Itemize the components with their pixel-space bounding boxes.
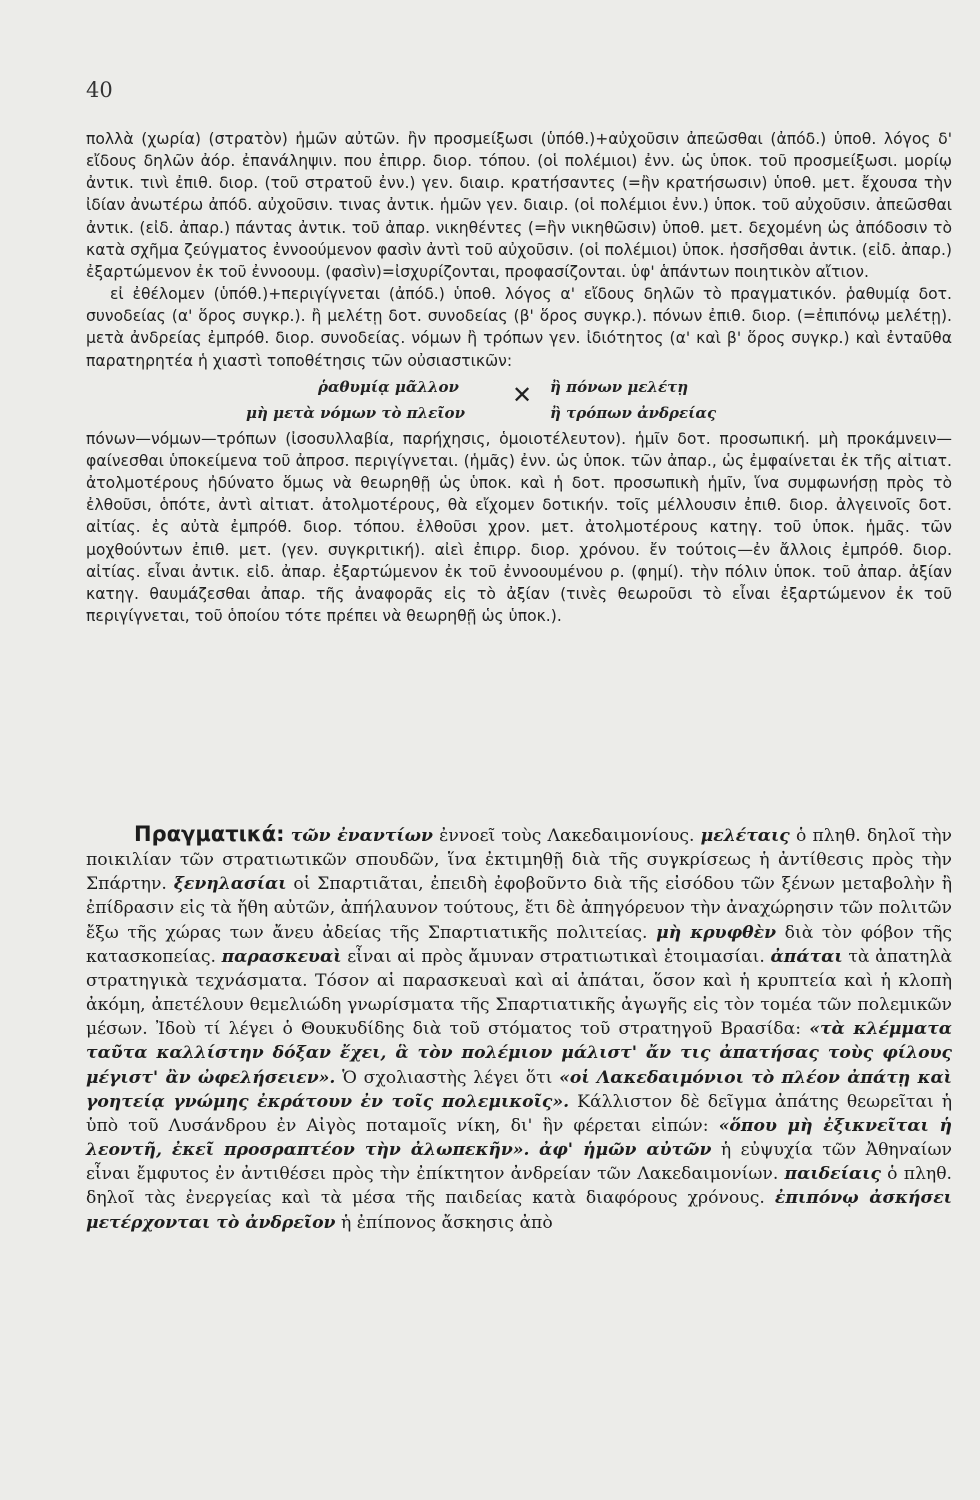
lemma: παρασκευαὶ (221, 946, 342, 967)
explanation: εἶναι αἱ πρὸς ἄμυναν στρατιωτικαὶ ἑτοιμασίαι. (347, 946, 765, 967)
commentary-paragraph-2: εἰ ἐθέλομεν (ὑπόθ.)+περιγίγνεται (ἀπόδ.) ὑποθ. λόγος α' εἴδους δηλῶν τὸ πραγματικόν. ῥαθυμίᾳ δοτ. συνοδείας (α' ὅρος συγκρ.). ἢ μελέτῃ δοτ. συνοδείας (β' ὅρος συγκρ.). πόνων ἐπιθ. διορ. (=ἐπιπόνῳ μελέτῃ). μετὰ ἀνδρείας ἐμπρόθ. διορ. συνοδείας. νόμων ἢ τρόπων γεν. ἰδιότητος (α' καὶ β' ὅρος συγκρ.) καὶ ἐνταῦθα παρατηρητέα ἡ χιαστὶ τοποθέτησις τῶν οὐσιαστικῶν: (86, 285, 952, 370)
lemma: μελέταις (700, 826, 790, 846)
lemma: παιδείαις (784, 1164, 881, 1185)
chiasmus-top-right: ἢ πόνων μελέτῃ (550, 377, 689, 396)
quotation: «τὰ κλέμματα ταῦτα καλλίστην δόξαν ἔχει, ἃ τὸν πολέμιον μάλιστ' ἄν τις ἀπατήσας τοὺς φίλους μέγιστ' ἂν ὠφελήσειεν». (86, 1019, 953, 1088)
explanation: τὰ ἀπατηλὰ στρατηγικὰ τεχνάσματα. Τόσον αἱ παρασκευαὶ καὶ αἱ ἀπάται, ὅσον καὶ ἡ κρυπτεία καὶ ἡ κλοπὴ ἀκόμη, ἀπετέλουν θεμελιώδη γνωρίσματα τῆς Σπαρτιατικῆς ἀγωγῆς εἰς τὸν τομέα τῶν πολεμικῶν μέσων. Ἰδοὺ τί λέγει ὁ Θουκυδίδης διὰ τοῦ στόματος τοῦ στρατηγοῦ Βρασίδα: (86, 946, 952, 1040)
lemma: μὴ κρυφθὲν (656, 922, 776, 943)
explanation: Ὁ σχολιαστὴς λέγει ὅτι (342, 1067, 553, 1088)
lemma: τῶν ἐναντίων (290, 826, 433, 846)
lemma: ξενηλασίαι (173, 874, 287, 895)
section-heading (134, 822, 285, 846)
chiasmus-diagram (86, 376, 952, 426)
chiasmus-top-left: ῥαθυμίᾳ μᾶλλον (318, 377, 459, 396)
section-heading-text: Πραγματικά (134, 822, 277, 846)
section-heading-colon: : (276, 822, 285, 846)
explanation: ἐννοεῖ τοὺς Λακεδαιμονίους. (439, 826, 695, 846)
chiasmus-bottom-right: ἢ τρόπων ἀνδρείας (550, 403, 717, 422)
quotation: «ὅπου μὴ ἐξικνεῖται ἡ λεοντῆ, ἐκεῖ προσραπτέον τὴν ἀλωπεκῆν». (86, 1115, 953, 1161)
chiasmus-cross-icon: ✕ (512, 380, 533, 409)
pragmatika-section (86, 822, 952, 1235)
explanation: ὁ πληθ. δηλοῖ τὴν ποικιλίαν τῶν στρατιωτικῶν σπουδῶν, ἵνα ἐκτιμηθῇ διὰ τῆς συγκρίσεως ἡ ἀντίθεσις πρὸς τὴν Σπάρτην. (86, 826, 952, 895)
page-number: 40 (86, 78, 113, 102)
explanation: διὰ τὸν φόβον τῆς κατασκοπείας. (86, 922, 953, 967)
pragmatika-paragraph (86, 822, 952, 1235)
explanation: οἱ Σπαρτιᾶται, ἐπειδὴ ἐφοβοῦντο διὰ τῆς εἰσόδου τῶν ξένων μεταβολὴν ἢ ἐπίδρασιν εἰς τὰ ἤθη αὐτῶν, ἀπήλαυνον τούτους, ἔτι δὲ ἀπηγόρευον τὴν ἀναχώρησιν τῶν πολιτῶν ἔξω τῆς χώρας των ἄνευ ἀδείας τῆς Σπαρτιατικῆς πολιτείας. (86, 874, 952, 943)
lemma: ἀφ' ἡμῶν αὐτῶν (539, 1140, 712, 1161)
explanation: Κάλλιστον δὲ δεῖγμα ἀπάτης θεωρεῖται ἡ ὑπὸ τοῦ Λυσάνδρου ἐν Αἰγὸς ποταμοῖς νίκη, δι' ἣν φέρεται εἰπών: (86, 1091, 953, 1136)
commentary-paragraph-1: πολλὰ (χωρία) (στρατὸν) ἡμῶν αὐτῶν. ἢν προσμείξωσι (ὑπόθ.)+αὐχοῦσιν ἀπεῶσθαι (ἀπόδ.) ὑποθ. λόγος δ' εἴδους δηλῶν ἀόρ. ἐπανάληψιν. που ἐπιρρ. διορ. τόπου. (οἱ πολέμιοι) ἐνν. ὡς ὑποκ. τοῦ προσμείξωσι. μορίῳ ἀντικ. τινὶ ἐπιθ. διορ. (τοῦ στρατοῦ ἐνν.) γεν. διαιρ. κρατήσαντες (=ἢν κρατήσωσιν) ὑποθ. μετ. ἔχουσα τὴν ἰδίαν ἀνωτέρω ἀπόδ. αὐχοῦσιν. τινας ἀντικ. ἡμῶν γεν. διαιρ. (οἱ πολέμιοι ἐνν.) ὑποκ. τοῦ αὐχοῦσιν. ἀπεῶσθαι ἀντικ. (εἰδ. ἀπαρ.) πάντας ἀντικ. τοῦ ἀπαρ. νικηθέντες (=ἢν νικηθῶσιν) ὑποθ. μετ. δεχομένη ὡς ἀπόδοσιν τὸ κατὰ σχῆμα ζεύγματος ἐννοούμενον φασὶν ἀντὶ τοῦ αὐχοῦσιν. (οἱ πολέμιοι) ὑποκ. ἡσσῆσθαι ἀντικ. (εἰδ. ἀπαρ.) ἐξαρτώμενον ἐκ τοῦ ἐννοουμ. (φασὶν)=ἰσχυρίζονται, προφασίζονται. ὑφ' ἁπάντων ποιητικὸν αἴτιον. (86, 130, 952, 281)
lemma: ἐπιπόνῳ ἀσκήσει μετέρχονται τὸ ἀνδρεῖον (86, 1188, 952, 1233)
commentary-paragraph-3: πόνων—νόμων—τρόπων (ἰσοσυλλαβία, παρήχησις, ὁμοιοτέλευτον). ἡμῖν δοτ. προσωπική. μὴ προκάμνειν—φαίνεσθαι ὑποκείμενα τοῦ ἀπροσ. περιγίγνεται. (ἡμᾶς) ἐνν. ὡς ὑποκ. τῶν ἀπαρ., ὡς ἐμφαίνεται ἐκ τῆς αἰτιατ. ἀτολμοτέρους ἠδύνατο ὅμως νὰ θεωρηθῇ ὡς ὑποκ. καὶ ἡ δοτ. προσωπικὴ ἡμῖν, ἵνα συμφωνήσῃ πρὸς τὸ ἐλθοῦσι, ὁπότε, ἀντὶ αἰτιατ. ἀτολμοτέρους, θὰ εἴχομεν δοτικήν. τοῖς μέλλουσιν ἐπιθ. διορ. ἀλγεινοῖς δοτ. αἰτίας. ἐς αὐτὰ ἐμπρόθ. διορ. τόπου. ἐλθοῦσι χρον. μετ. ἀτολμοτέρους κατηγ. τοῦ ὑποκ. ἡμᾶς. τῶν μοχθούντων ἐπιθ. μετ. (γεν. συγκριτική). αἰεὶ ἐπιρρ. διορ. χρόνου. ἔν τούτοις—ἐν ἄλλοις ἐμπρόθ. διορ. αἰτίας. εἶναι ἀντικ. εἰδ. ἀπαρ. ἐξαρτώμενον ἐκ τοῦ ἐννοουμένου ρ. (φημί). τὴν πόλιν ὑποκ. τοῦ ἀπαρ. ἀξίαν κατηγ. θαυμάζεσθαι ἀπαρ. τῆς ἀναφορᾶς εἰς τὸ ἀξίαν (τινὲς θεωροῦσι τὸ εἶναι ἐξαρτώμενον ἐκ τοῦ περιγίγνεται, τοῦ ὁποίου τότε πρέπει νὰ θεωρηθῇ ὡς ὑποκ.). (86, 429, 952, 625)
lemma: ἀπάται (770, 946, 843, 967)
chiasmus-bottom-left: μὴ μετὰ νόμων τὸ πλεῖον (246, 403, 465, 422)
explanation: ὁ πληθ. δηλοῖ τὰς ἐνεργείας καὶ τὰ μέσα τῆς παιδείας κατὰ διαφόρους χρόνους. (86, 1164, 953, 1209)
explanation: ἡ ἐπίπονος ἄσκησις ἀπὸ (340, 1212, 553, 1233)
explanation: ἡ εὐψυχία τῶν Ἀθηναίων εἶναι ἔμφυτος ἐν ἀντιθέσει πρὸς τὴν ἐπίκτητον ἀνδρείαν τῶν Λακεδαιμονίων. (86, 1140, 952, 1185)
grammatical-commentary (86, 128, 952, 627)
quotation: «οἱ Λακεδαιμόνιοι τὸ πλέον ἀπάτῃ καὶ γοητείᾳ γνώμης ἐκράτουν ἐν τοῖς πολεμικοῖς». (86, 1067, 953, 1112)
